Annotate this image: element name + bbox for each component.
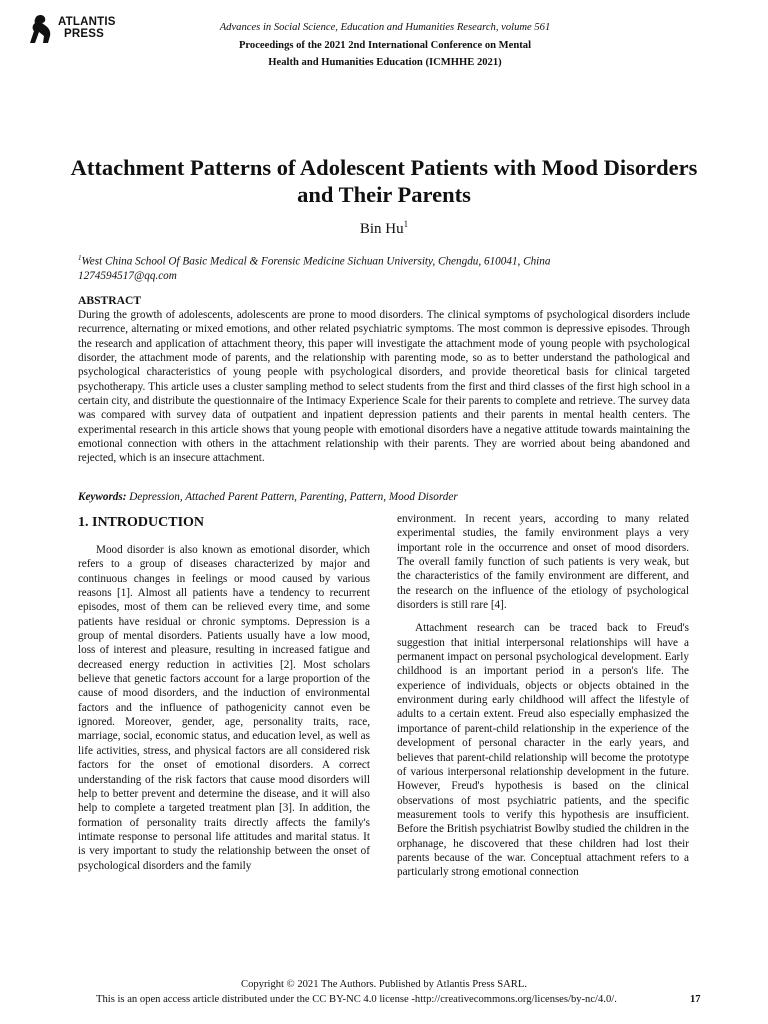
- proceedings-line-1: Proceedings of the 2021 2nd International Conference on Mental: [238, 40, 532, 51]
- author-email: 1274594517@qq.com: [78, 269, 177, 282]
- author-name: Bin Hu: [359, 221, 404, 237]
- section-heading-introduction: 1. INTRODUCTION: [78, 515, 205, 530]
- right-column: [397, 512, 689, 880]
- affiliation-superscript: 1: [78, 254, 82, 262]
- keywords-line: [78, 490, 698, 504]
- logo-line-2: PRESS: [64, 28, 104, 40]
- intro-paragraph-1-continued: environment. In recent years, according to many related experimental studies, the family environment plays a very important role in the occurrence and onset of mood disorders. The overall family function of such patients is very weak, but the characteristics of the family environment are different, and the research on the influence of the etiology of psychological disorders is still rare [4].: [397, 513, 689, 612]
- affiliation-text: West China School Of Basic Medical & Forensic Medicine Sichuan University, Chengdu, 610041, China: [81, 255, 551, 268]
- paper-title: Attachment Patterns of Adolescent Patients with Mood Disorders and Their Parents: [70, 155, 698, 207]
- keywords-text: Depression, Attached Parent Pattern, Parenting, Pattern, Mood Disorder: [129, 491, 458, 503]
- atlantis-figure-icon: [28, 14, 54, 44]
- abstract-text: During the growth of adolescents, adolescents are prone to mood disorders. The clinical symptoms of psychological disorders include recurrence, alternating or mixed emotions, and other related psychiatric symptoms. The most common is depressive episodes. Through the research and application of attachment theory, this paper will investigate the attachment mode of young people with psychological disorder, the attachment mode of parents, and the relationship with parenting mode, so as to better understand the pathological and psychological characteristics of young people with psychological disorders, and provide theoretical basis for clinical targeted psychotherapy. This article uses a cluster sampling method to select students from the first and third classes of the first high school in a certain city, and distribute the questionnaire of the Intimacy Experience Scale for their parents to complete and retrieve. The survey data was compared with survey data of outpatient and inpatient depression patients and their parents in mental health centers. The experimental research in this article shows that young people with emotional disorders have a negative attitude towards maintaining the emotional connection with others in the attachment relationship with their parents. They are worried about being abandoned and rejected, which is an insecure attachment.: [78, 309, 690, 465]
- proceedings-line-2: Health and Humanities Education (ICMHHE 2021): [268, 57, 502, 68]
- logo-line-1: ATLANTIS: [58, 16, 116, 28]
- intro-paragraph-1: Mood disorder is also known as emotional disorder, which refers to a group of diseases characterized by major and continuous changes in feelings or mood caused by various reasons [1]. Almost all patients have a tendency to recurrent episodes, most of them can be relieved every time, and some patients have residual or chronic symptoms. Depression is a group of mental disorders. Patients usually have a low mood, loss of interest and pleasure, resulting in increased fatigue and decreased energy reduction in activities [2]. Most scholars believe that genetic factors account for a large proportion of the cause of mood disorders, and the induction of environmental factors and the influence of pathogenicity cannot even be ignored. Moreover, gender, age, personality traits, race, marriage, social, economic status, and education level, as well as life activities, stress, and physical factors are all considered risk factors for the onset of emotional disorders. A correct understanding of the risk factors that cause mood disorders will help to better prevent and determine the disease, and it will also help to complete a targeted treatment plan [3]. In addition, the formation of personality traits directly affects the family's intimate response to personal life attitudes and marital status. It is very important to study the relationship between the onset of psychological disorders and the family: [78, 544, 370, 872]
- footer-copyright: Copyright © 2021 The Authors. Published by Atlantis Press SARL.: [241, 979, 527, 990]
- author-superscript: 1: [403, 219, 409, 229]
- affiliation: [78, 251, 698, 283]
- keywords-label: Keywords:: [78, 491, 127, 503]
- publisher-logo: [28, 14, 128, 48]
- author-line: [0, 214, 768, 239]
- journal-header: Advances in Social Science, Education and Humanities Research, volume 561: [219, 22, 551, 33]
- logo-wordmark: [58, 16, 116, 40]
- intro-paragraph-2: Attachment research can be traced back to Freud's suggestion that initial interpersonal relationships will have a permanent impact on personal psychological development. Early childhood is an important period in a person's life. The experience of individuals, objects or objects obtained in the environment during early childhood will affect the lifestyle of adults to a certain extent. Freud also especially emphasized the importance of parent-child relationship in the experience of the development of personal character in the early years, and believes that parent-child relationship will become the prototype of various interpersonal relationship development in the future. However, Freud's hypothesis is based on the clinical observations of most psychiatric patients, and the specific measurement tools to verify this hypothesis are insufficient. Before the British psychiatrist Bowlby studied the children in the orphanage, he discovered that these children had lost their parents because of the war. Conceptual attachment refers to a particularly strong emotional connection: [397, 622, 689, 879]
- footer-license: This is an open access article distributed under the CC BY-NC 4.0 license -http://creativecommons.org/licenses/by-nc/4.0/.: [96, 994, 617, 1005]
- abstract-heading: ABSTRACT: [78, 294, 142, 307]
- left-column: [78, 512, 370, 873]
- page-number: 17: [690, 994, 701, 1005]
